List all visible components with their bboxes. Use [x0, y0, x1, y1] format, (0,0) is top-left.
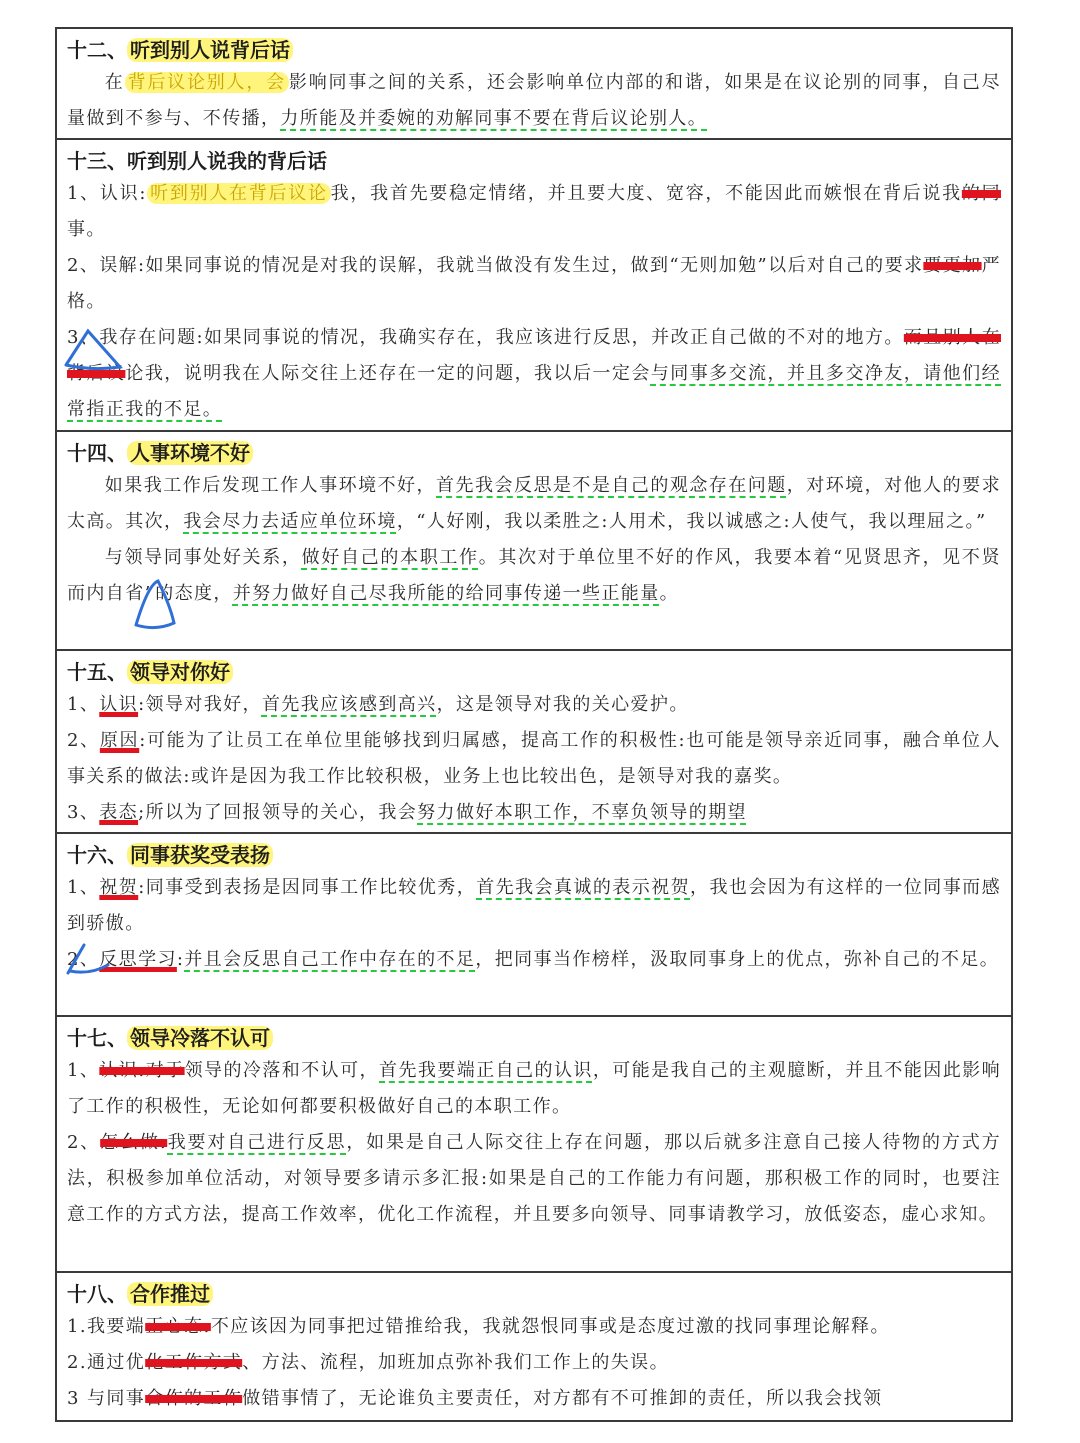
red-underlined-text: 表态 [99, 802, 139, 823]
text-run: 1、 [67, 1060, 100, 1081]
struck-text: 而且别人在背后议 [67, 327, 1001, 384]
section-16 [57, 834, 1011, 1017]
title-text: 听到别人说我的背后话 [127, 149, 327, 173]
title-number: 十六、 [67, 843, 127, 867]
paragraph-2 [67, 723, 1001, 795]
underlined-text: 并努力做好自己尽我所能的给同事传递一些正能量 [232, 583, 660, 604]
title-highlight: 听到别人说背后话 [127, 38, 293, 62]
section-12 [57, 29, 1011, 140]
title-highlight: 合作推过 [127, 1282, 213, 1306]
section-title [67, 1279, 1001, 1309]
paragraph-1 [67, 1053, 1001, 1125]
section-13 [57, 140, 1011, 432]
text-run: 3、我存在问题:如果同事说的情况，我确实存在，我应该进行反思，并改正自己做的不对的地方。 [67, 327, 904, 348]
title-number: 十三、 [67, 149, 127, 173]
struck-text: 认识:对于 [99, 1060, 185, 1081]
text-run: 。 [659, 583, 680, 604]
title-highlight: 同事获奖受表扬 [127, 843, 273, 867]
section-title [67, 1023, 1001, 1053]
text-run: 2、 [67, 730, 100, 751]
underlined-text: 与同事多交流，并且多交净友，请他们经常指正我的不足。 [67, 363, 1002, 420]
text-run: 与领导同事处好关系， [104, 547, 302, 568]
highlighted-text: 听到别人在背后议论 [147, 183, 331, 204]
text-run: 论我，说明我在人际交往上还存在一定的问题，我以后一定会 [125, 363, 651, 384]
text-run: 2、 [67, 1132, 101, 1153]
text-run: 1、认识: [67, 183, 147, 204]
text-run: 2、误解:如果同事说的情况是对我的误解，我就当做没有发生过，做到“无则加勉”以后对自己的要求 [67, 255, 924, 276]
text-run: 在 [104, 72, 125, 93]
red-underlined-text: 认识 [99, 694, 139, 715]
section-title [67, 438, 1001, 468]
title-number: 十八、 [67, 1282, 127, 1306]
text-run: ，对环境，对他人的要求太高。其次， [67, 475, 1001, 532]
paragraph-1 [67, 870, 1001, 942]
paragraph-2 [67, 942, 1001, 978]
section-18 [57, 1273, 1011, 1422]
text-run: :领导对我好， [138, 694, 262, 715]
title-highlight: 人事环境不好 [127, 441, 253, 465]
underlined-text: 力所能及并委婉的劝解同事不要在背后议论别人。 [280, 108, 708, 129]
text-run: ，如果是自己人际交往上存在问题，那以后就多注意自己接人待物的方式方法，积极参加单位活动，对领导要多请示多汇报:如果是自己的工作能力有问题，那积极工作的同时，也要注意工作的方式方法，提高工作效率，优化工作流程，并且要多向领导、同事请教学习，放低姿态，虚心求知。 [67, 1132, 1001, 1225]
red-underlined-text: 反思学习 [99, 949, 177, 970]
document-table [55, 27, 1013, 1422]
paragraph-2 [67, 1125, 1001, 1233]
section-title [67, 35, 1001, 65]
struck-text: 正心态: [145, 1316, 211, 1337]
text-run: 1、 [67, 694, 100, 715]
paragraph-2 [67, 248, 1001, 320]
section-14 [57, 432, 1011, 651]
underlined-text: 首先我会真诚的表示祝贺 [476, 877, 691, 898]
title-number: 十四、 [67, 441, 127, 465]
text-run: 严格。 [67, 255, 1001, 312]
struck-text: 的同 [961, 183, 1001, 204]
text-run: ，把同事当作榜样，汲取同事身上的优点，弥补自己的不足。 [475, 949, 1000, 970]
paragraph-1 [67, 1309, 1001, 1345]
highlighted-text: 背后议论别人，会 [125, 72, 289, 93]
underlined-text: 首先我应该感到高兴 [261, 694, 437, 715]
paragraph-3 [67, 795, 1001, 831]
red-underlined-text: 祝贺 [99, 877, 139, 898]
paragraph-1 [67, 468, 1001, 540]
paragraph-3 [67, 1381, 1001, 1417]
text-run: ，这是领导对我的关心爱护。 [436, 694, 689, 715]
paragraph-1 [67, 176, 1001, 248]
title-number: 十二、 [67, 38, 127, 62]
underlined-text: 并且会反思自己工作中存在的不足 [184, 949, 476, 970]
section-title [67, 657, 1001, 687]
section-title [67, 146, 1001, 176]
title-number: 十五、 [67, 660, 127, 684]
struck-text: 怎么做: [100, 1132, 168, 1153]
underlined-text: 我会尽力去适应单位环境 [183, 511, 397, 532]
section-title [67, 840, 1001, 870]
paragraph-3 [67, 320, 1001, 428]
text-run: : [176, 949, 185, 970]
text-run: 做错事情了，无论谁负主要责任，对方都有不可推卸的责任，所以我会找领 [242, 1388, 883, 1409]
underlined-text: 努力做好本职工作，不辜负领导的期望 [417, 802, 747, 823]
text-run: ，可能是我自己的主观臆断，并且不能因此影响了工作的积极性，无论如何都要积极做好自己的本职工作。 [67, 1060, 1001, 1117]
underlined-text: 我要对自己进行反思 [167, 1132, 347, 1153]
text-run: 、方法、流程，加班加点弥补我们工作上的失误。 [242, 1352, 669, 1373]
text-run: ，我也会因为有这样的一位同事而感到骄傲。 [67, 877, 1002, 934]
text-run: 3、 [67, 802, 100, 823]
section-15 [57, 651, 1011, 834]
title-highlight: 领导冷落不认可 [127, 1026, 273, 1050]
section-17 [57, 1017, 1011, 1273]
text-run: 1、 [67, 877, 100, 898]
underlined-text: 首先我要端正自己的认识 [379, 1060, 593, 1081]
title-number: 十七、 [67, 1026, 127, 1050]
text-run: 1.我要端 [67, 1316, 146, 1337]
text-run: :同事受到表扬是因同事工作比较优秀， [138, 877, 477, 898]
text-run: 我，我首先要稳定情绪，并且要大度、宽容，不能因此而嫉恨在背后说我 [330, 183, 962, 204]
paragraph-2 [67, 540, 1001, 612]
struck-text: 化工作方式 [145, 1352, 243, 1373]
text-run: 如果我工作后发现工作人事环境不好， [104, 475, 437, 496]
struck-text: 要更加 [923, 255, 982, 276]
underlined-text: 做好自己的本职工作 [301, 547, 479, 568]
struck-text: 合作的工作 [145, 1388, 243, 1409]
underlined-text: 首先我会反思是不是自己的观念存在问题 [436, 475, 787, 496]
text-run: 领导的冷落和不认可， [184, 1060, 379, 1081]
text-run: 影响同事之间的关系，还会影响单位内部的和谐，如果是在议论别的同事，自己尽量做到不参与、不传播， [67, 72, 1001, 129]
paragraph-2 [67, 1345, 1001, 1381]
text-run: 不应该因为同事把过错推给我，我就怨恨同事或是态度过激的找同事理论解释。 [210, 1316, 890, 1337]
red-underlined-text: 原因 [99, 730, 140, 751]
text-run: 2.通过优 [67, 1352, 146, 1373]
text-run: ，“人好刚，我以柔胜之:人用术，我以诚感之:人使气，我以理屈之。” [396, 511, 987, 532]
text-run: 3 与同事 [67, 1388, 146, 1409]
text-run: 事。 [67, 219, 106, 240]
paragraph-1 [67, 687, 1001, 723]
text-run: ;所以为了回报领导的关心，我会 [138, 802, 418, 823]
text-run: 2、 [67, 949, 100, 970]
paragraph [67, 65, 1001, 137]
text-run: 。其次对于单位里不好的作风，我要本着“见贤思齐，见不贤而内自省”的态度， [67, 547, 1002, 604]
title-highlight: 领导对你好 [127, 660, 233, 684]
text-run: :可能为了让员工在单位里能够找到归属感，提高工作的积极性:也可能是领导亲近同事，融合单位人事关系的做法:或许是因为我工作比较积极，业务上也比较出色，是领导对我的嘉奖。 [67, 730, 1001, 787]
